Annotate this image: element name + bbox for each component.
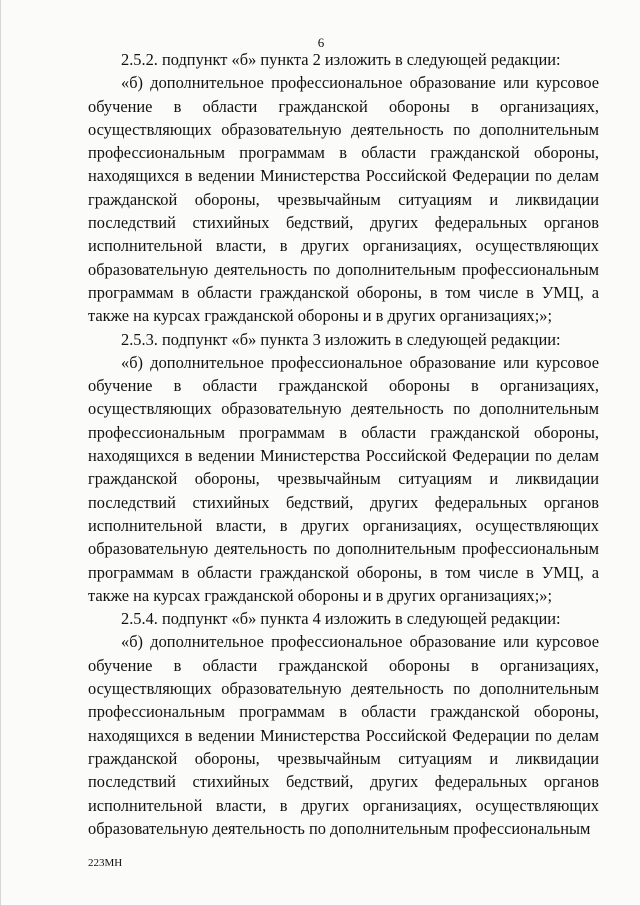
section-body: «б) дополнительное профессиональное образование или курсовое обучение в области гражданской обороны в организациях, осуществляющих образовательную деятельность по дополнительным профессиональным программам в области гражданской обороны, находящихся в ведении Министерства Российской Федерации по делам гражданской обороны, чрезвычайным ситуациям и ликвидации последствий стихийных бедствий, других федеральных органов исполнительной власти, в других организациях, осуществляющих образовательную деятельность по дополнительным профессиональным [88,632,599,838]
amendment-section-2-5-2 [88,48,599,328]
section-heading: 2.5.2. подпункт «б» пункта 2 изложить в следующей редакции: [121,50,561,69]
amendment-section-2-5-3 [88,328,599,608]
section-body: «б) дополнительное профессиональное образование или курсовое обучение в области гражданской обороны в организациях, осуществляющих образовательную деятельность по дополнительным профессиональным программам в области гражданской обороны, находящихся в ведении Министерства Российской Федерации по делам гражданской обороны, чрезвычайным ситуациям и ликвидации последствий стихийных бедствий, других федеральных органов исполнительной власти, в других организациях, осуществляющих образовательную деятельность по дополнительным профессиональным программам в области гражданской обороны, в том числе в УМЦ, а также на курсах гражданской обороны и в других организациях;»; [88,73,599,326]
section-heading: 2.5.3. подпункт «б» пункта 3 изложить в следующей редакции: [121,329,561,349]
document-body [88,48,599,840]
section-heading: 2.5.4. подпункт «б» пункта 4 изложить в следующей редакции: [121,609,561,629]
section-body: «б) дополнительное профессиональное образование или курсовое обучение в области гражданской обороны в организациях, осуществляющих образовательную деятельность по дополнительным профессиональным программам в области гражданской обороны, находящихся в ведении Министерства Российской Федерации по делам гражданской обороны, чрезвычайным ситуациям и ликвидации последствий стихийных бедствий, других федеральных органов исполнительной власти, в других организациях, осуществляющих образовательную деятельность по дополнительным профессиональным программам в области гражданской обороны, в том числе в УМЦ, а также на курсах гражданской обороны и в других организациях;»; [88,352,599,605]
amendment-section-2-5-4 [88,607,599,840]
document-code: 223МН [88,857,123,869]
page-number: 6 [317,35,325,50]
